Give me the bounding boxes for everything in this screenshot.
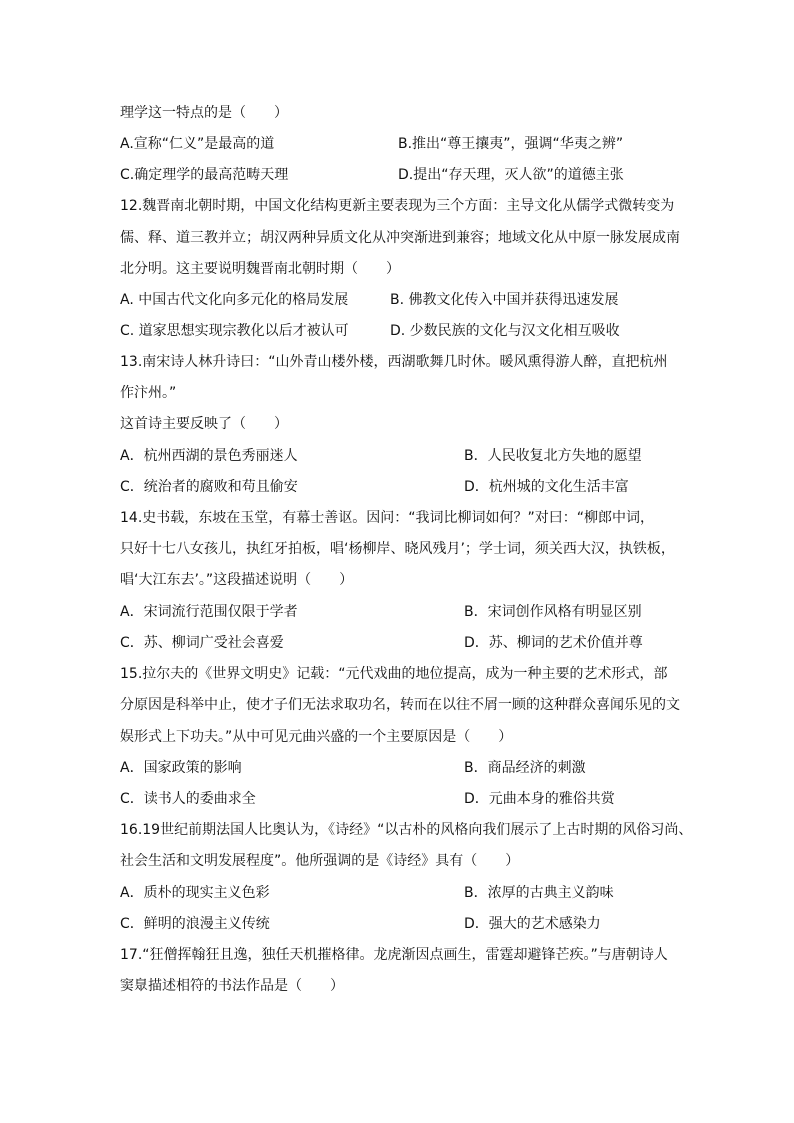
question-15-stem: 分原因是科举中止，使才子们无法求取功名，转而在以往不屑一顾的这种群众喜闻乐见的文 — [120, 697, 680, 713]
question-12-stem: 12.魏晋南北朝时期，中国文化结构更新主要表现为三个方面：主导文化从儒学式微转变为 — [120, 198, 675, 214]
option-16-d[interactable]: D．强大的艺术感染力 — [464, 916, 601, 932]
option-12-c[interactable]: C. 道家思想实现宗教化以后才被认可 — [120, 323, 349, 339]
options-row-q15-ab — [120, 758, 690, 778]
question-17-stem: 17.“狂僧挥翰狂且逸，独任天机摧格律。龙虎渐因点画生，雷霆却避锋芒疾。”与唐朝诗人 — [120, 947, 668, 963]
question-12-stem: 北分明。这主要说明魏晋南北朝时期（ ） — [120, 261, 400, 277]
option-15-a[interactable]: A．国家政策的影响 — [120, 760, 242, 776]
question-17-stem: 窦臮描述相符的书法作品是（ ） — [120, 978, 344, 994]
option-11-c[interactable]: C.确定理学的最高范畴天理 — [120, 167, 289, 183]
option-15-b[interactable]: B．商品经济的刺激 — [464, 760, 586, 776]
question-14-stem: 只好十七八女孩儿，执红牙拍板，唱‘杨柳岸、晓风残月’；学士词，须关西大汉，执铁板， — [120, 541, 675, 557]
option-14-a[interactable]: A．宋词流行范围仅限于学者 — [120, 604, 298, 620]
options-row-q12-cd — [120, 321, 690, 341]
question-14-stem: 唱‘大江东去’。”这段描述说明（ ） — [120, 572, 354, 588]
option-15-d[interactable]: D．元曲本身的雅俗共赏 — [464, 791, 615, 807]
option-14-c[interactable]: C．苏、柳词广受社会喜爱 — [120, 635, 284, 651]
question-11-stem-end: 理学这一特点的是（ ） — [120, 105, 288, 121]
options-row-q12-ab — [120, 290, 690, 310]
question-13-stem: 作汴州。” — [120, 385, 177, 401]
option-13-a[interactable]: A．杭州西湖的景色秀丽迷人 — [120, 448, 298, 464]
options-row-q11-cd — [120, 165, 690, 185]
option-12-d[interactable]: D. 少数民族的文化与汉文化相互吸收 — [390, 323, 620, 339]
options-row-q14-cd — [120, 633, 690, 653]
option-11-d[interactable]: D.提出“存天理，灭人欲”的道德主张 — [398, 167, 624, 183]
question-13-stem: 13.南宋诗人林升诗曰：“山外青山楼外楼，西湖歌舞几时休。暖风熏得游人醉，直把杭州 — [120, 354, 668, 370]
question-15-stem: 娱形式上下功夫。”从中可见元曲兴盛的一个主要原因是（ ） — [120, 729, 513, 745]
option-13-c[interactable]: C．统治者的腐败和苟且偷安 — [120, 479, 298, 495]
question-14-stem: 14.史书载，东坡在玉堂，有幕士善讴。因问：“我词比柳词如何？”对曰：“柳郎中词， — [120, 510, 655, 526]
options-row-q13-cd — [120, 477, 690, 497]
option-16-a[interactable]: A．质朴的现实主义色彩 — [120, 885, 270, 901]
options-row-q11-ab — [120, 134, 690, 154]
options-row-q16-ab — [120, 883, 690, 903]
option-15-c[interactable]: C．读书人的委曲求全 — [120, 791, 256, 807]
option-13-b[interactable]: B．人民收复北方失地的愿望 — [464, 448, 642, 464]
question-16-stem: 16.19世纪前期法国人比奥认为，《诗经》“以古朴的风格向我们展示了上古时期的风俗习尚、 — [120, 822, 693, 838]
option-11-b[interactable]: B.推出“尊王攘夷”，强调“华夷之辨” — [398, 136, 624, 152]
option-13-d[interactable]: D．杭州城的文化生活丰富 — [464, 479, 629, 495]
option-14-d[interactable]: D．苏、柳词的艺术价值并尊 — [464, 635, 643, 651]
question-13-stem: 这首诗主要反映了（ ） — [120, 416, 288, 432]
question-15-stem: 15.拉尔夫的《世界文明史》记载：“元代戏曲的地位提高，成为一种主要的艺术形式，部 — [120, 666, 668, 682]
option-12-a[interactable]: A. 中国古代文化向多元化的格局发展 — [120, 292, 349, 308]
options-row-q16-cd — [120, 914, 690, 934]
option-11-a[interactable]: A.宣称“仁义”是最高的道 — [120, 136, 275, 152]
options-row-q15-cd — [120, 789, 690, 809]
option-16-b[interactable]: B．浓厚的古典主义韵味 — [464, 885, 614, 901]
question-16-stem: 社会生活和文明发展程度”。他所强调的是《诗经》具有（ ） — [120, 853, 520, 869]
question-12-stem: 儒、释、道三教并立；胡汉两种异质文化从冲突渐进到兼容；地域文化从中原一脉发展成南 — [120, 230, 680, 246]
option-12-b[interactable]: B. 佛教文化传入中国并获得迅速发展 — [390, 292, 619, 308]
option-16-c[interactable]: C．鲜明的浪漫主义传统 — [120, 916, 270, 932]
options-row-q13-ab — [120, 446, 690, 466]
options-row-q14-ab — [120, 602, 690, 622]
option-14-b[interactable]: B．宋词创作风格有明显区别 — [464, 604, 642, 620]
